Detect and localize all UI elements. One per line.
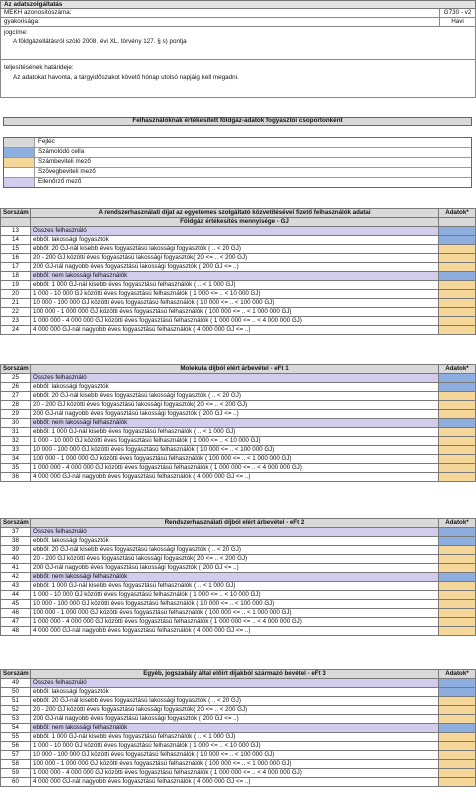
- computed-cell: [439, 679, 476, 688]
- col-num-header: Sorszám: [1, 519, 31, 528]
- row-label: 20 - 200 GJ közötti éves fogyasztású lakossági fogyasztók( 20 <= .. < 200 GJ): [31, 555, 439, 564]
- row-label: 200 GJ-nál nagyobb éves fogyasztású lakossági fogyasztók ( 200 GJ <= ..): [31, 263, 439, 272]
- row-number: 60: [1, 778, 31, 787]
- row-label: Összes felhasználó: [31, 679, 439, 688]
- table-row: [1, 455, 476, 464]
- row-label: ebből: 20 GJ-nál kisebb éves fogyasztású lakossági fogyasztók ( .. < 20 GJ): [31, 697, 439, 706]
- input-cell[interactable]: [439, 555, 476, 564]
- legend-item-text: [4, 168, 471, 178]
- row-label: 1 000 000 - 4 000 000 GJ közötti éves fogyasztású felhasználók ( 1 000 000 <= .. < 4 000 000 GJ): [31, 769, 439, 778]
- table-row: [1, 627, 476, 636]
- row-number: 17: [1, 263, 31, 272]
- section-title: Földgáz értékesítés mennyisége - GJ: [31, 218, 439, 227]
- computed-cell: [439, 528, 476, 537]
- table-row: [1, 528, 476, 537]
- input-cell[interactable]: [439, 473, 476, 482]
- row-label: Összes felhasználó: [31, 374, 439, 383]
- input-cell[interactable]: [439, 281, 476, 290]
- input-cell[interactable]: [439, 627, 476, 636]
- row-label: 200 GJ-nál nagyobb éves fogyasztású lakossági fogyasztók ( 200 GJ <= ..): [31, 715, 439, 724]
- row-number: 35: [1, 464, 31, 473]
- row-label: Összes felhasználó: [31, 227, 439, 236]
- legend-label-check: Ellenőrző mező: [38, 178, 82, 186]
- frequency-row: [0, 18, 476, 27]
- table-row: [1, 392, 476, 401]
- input-cell[interactable]: [439, 742, 476, 751]
- row-number: 50: [1, 688, 31, 697]
- table-row: [1, 446, 476, 455]
- data-section-2: [0, 518, 476, 636]
- row-label: 20 - 200 GJ közötti éves fogyasztású lakossági fogyasztók( 20 <= .. < 200 GJ): [31, 401, 439, 410]
- input-cell[interactable]: [439, 428, 476, 437]
- legend-item-numeric: [4, 158, 471, 168]
- table-row: [1, 317, 476, 326]
- computed-cell: [439, 383, 476, 392]
- table-row: [1, 706, 476, 715]
- row-label: 20 - 200 GJ közötti éves fogyasztású lakossági fogyasztók( 20 <= .. < 200 GJ): [31, 706, 439, 715]
- col-data-header: Adatok*: [439, 209, 476, 218]
- row-number: 36: [1, 473, 31, 482]
- input-cell[interactable]: [439, 582, 476, 591]
- table-row: [1, 383, 476, 392]
- row-label: ebből: 1 000 GJ-nál kisebb éves fogyasztású felhasználók ( .. < 1 000 GJ): [31, 281, 439, 290]
- row-number: 21: [1, 299, 31, 308]
- row-label: ebből: lakossági fogyasztók: [31, 537, 439, 546]
- input-cell[interactable]: [439, 437, 476, 446]
- row-number: 43: [1, 582, 31, 591]
- table-row: [1, 227, 476, 236]
- table-row: [1, 760, 476, 769]
- table-row: [1, 326, 476, 335]
- row-label: ebből: nem lakossági felhasználók: [31, 724, 439, 733]
- input-cell[interactable]: [439, 263, 476, 272]
- table-row: [1, 299, 476, 308]
- legend-swatch-computed: [4, 148, 35, 157]
- row-label: ebből: lakossági fogyasztók: [31, 383, 439, 392]
- input-cell[interactable]: [439, 410, 476, 419]
- table-row: [1, 290, 476, 299]
- legend-item-computed: [4, 148, 471, 158]
- row-number: 47: [1, 618, 31, 627]
- table-row: [1, 263, 476, 272]
- row-number: 26: [1, 383, 31, 392]
- section-header-row: [1, 365, 476, 374]
- deadline-box: [0, 60, 476, 98]
- table-row: [1, 537, 476, 546]
- table-row: [1, 374, 476, 383]
- section-main-title: Egyéb, jogszabály által előírt díjakból származó bevétel - eFt 3: [31, 670, 439, 679]
- row-label: ebből: lakossági fogyasztók: [31, 688, 439, 697]
- input-cell[interactable]: [439, 290, 476, 299]
- row-number: 29: [1, 410, 31, 419]
- row-number: 49: [1, 679, 31, 688]
- row-number: 18: [1, 272, 31, 281]
- input-cell[interactable]: [439, 760, 476, 769]
- input-cell[interactable]: [439, 591, 476, 600]
- table-row: [1, 769, 476, 778]
- input-cell[interactable]: [439, 715, 476, 724]
- row-label: 1 000 - 10 000 GJ közötti éves fogyasztású felhasználók ( 1 000 <= .. < 10 000 GJ): [31, 290, 439, 299]
- computed-cell: [439, 688, 476, 697]
- input-cell[interactable]: [439, 317, 476, 326]
- input-cell[interactable]: [439, 326, 476, 335]
- input-cell[interactable]: [439, 392, 476, 401]
- input-cell[interactable]: [439, 733, 476, 742]
- col-num-header: Sorszám: [1, 365, 31, 374]
- input-cell[interactable]: [439, 778, 476, 787]
- legend-label-text: Szövegbeviteli mező: [38, 168, 96, 176]
- row-number: 41: [1, 564, 31, 573]
- legend-item-check: [4, 178, 471, 187]
- table-row: [1, 245, 476, 254]
- row-label: ebből: 1 000 GJ-nál kisebb éves fogyasztású felhasználók ( .. < 1 000 GJ): [31, 582, 439, 591]
- section-header-row: [1, 209, 476, 218]
- section-table: [0, 208, 476, 335]
- section-main-title: Molekula díjból elért árbevétel - eFt 1: [31, 365, 439, 374]
- row-label: 1 000 000 - 4 000 000 GJ közötti éves fogyasztású felhasználók ( 1 000 000 <= .. < 4 000 000 GJ): [31, 464, 439, 473]
- frequency-value: Havi: [439, 18, 475, 26]
- legend-swatch-text: [4, 168, 35, 177]
- input-cell[interactable]: [439, 751, 476, 760]
- legend-item-header: [4, 138, 471, 148]
- row-number: 13: [1, 227, 31, 236]
- row-label: ebből: lakossági fogyasztók: [31, 236, 439, 245]
- row-label: 10 000 - 100 000 GJ közötti éves fogyasztású felhasználók ( 10 000 <= .. < 100 000 GJ): [31, 299, 439, 308]
- input-cell[interactable]: [439, 609, 476, 618]
- row-number: 31: [1, 428, 31, 437]
- input-cell[interactable]: [439, 706, 476, 715]
- row-number: 53: [1, 715, 31, 724]
- table-row: [1, 679, 476, 688]
- deadline-text: Az adatokat havonta, a tárgyidőszakot követő hónap utolsó napjáig kell megadni.: [13, 74, 239, 82]
- row-label: 4 000 000 GJ-nál nagyobb éves fogyasztású felhasználók ( 4 000 000 GJ <= ..): [31, 473, 439, 482]
- row-number: 51: [1, 697, 31, 706]
- table-row: [1, 600, 476, 609]
- section-table: [0, 669, 476, 787]
- col-data-header: Adatok*: [439, 670, 476, 679]
- computed-cell: [439, 724, 476, 733]
- row-number: 38: [1, 537, 31, 546]
- section-header-row: [1, 670, 476, 679]
- legal-basis-label: jogcíme:: [4, 29, 28, 36]
- computed-cell: [439, 537, 476, 546]
- col-data-header: Adatok*: [439, 365, 476, 374]
- row-number: 58: [1, 760, 31, 769]
- data-section-3: [0, 669, 476, 787]
- table-row: [1, 281, 476, 290]
- table-row: [1, 742, 476, 751]
- row-number: 48: [1, 627, 31, 636]
- section-subtitle-row: [1, 218, 476, 227]
- row-number: 23: [1, 317, 31, 326]
- row-label: ebből: 20 GJ-nál kisebb éves fogyasztású lakossági fogyasztók ( .. < 20 GJ): [31, 546, 439, 555]
- table-row: [1, 401, 476, 410]
- input-cell[interactable]: [439, 546, 476, 555]
- data-section-1: [0, 364, 476, 482]
- row-number: 24: [1, 326, 31, 335]
- row-label: 20 - 200 GJ közötti éves fogyasztású lakossági fogyasztók( 20 <= .. < 200 GJ): [31, 254, 439, 263]
- row-number: 46: [1, 609, 31, 618]
- row-number: 34: [1, 455, 31, 464]
- legend-label-computed: Számolódó cella: [38, 148, 85, 156]
- input-cell[interactable]: [439, 464, 476, 473]
- table-row: [1, 410, 476, 419]
- row-label: 100 000 - 1 000 000 GJ közötti éves fogyasztású felhasználók ( 100 000 <= .. < 1 000 000 GJ): [31, 455, 439, 464]
- legend-label-numeric: Számbeviteli mező: [38, 158, 91, 166]
- deadline-label: teljesítésének határideje:: [4, 64, 74, 71]
- input-cell[interactable]: [439, 254, 476, 263]
- legend-title: Felhasználóknak értékesített földgáz-adatok fogyasztói csoportonként: [3, 117, 472, 126]
- row-label: 10 000 - 100 000 GJ közötti éves fogyasztású felhasználók ( 10 000 <= .. < 100 000 GJ): [31, 600, 439, 609]
- row-label: 1 000 000 - 4 000 000 GJ közötti éves fogyasztású felhasználók ( 1 000 000 <= .. < 4 000 000 GJ): [31, 317, 439, 326]
- row-label: 100 000 - 1 000 000 GJ közötti éves fogyasztású felhasználók ( 100 000 <= .. < 1 000 000 GJ): [31, 760, 439, 769]
- legal-basis-box: [0, 27, 476, 60]
- table-row: [1, 236, 476, 245]
- row-label: 10 000 - 100 000 GJ közötti éves fogyasztású felhasználók ( 10 000 <= .. < 100 000 GJ): [31, 446, 439, 455]
- row-label: Összes felhasználó: [31, 528, 439, 537]
- table-row: [1, 555, 476, 564]
- row-label: 1 000 - 10 000 GJ közötti éves fogyasztású felhasználók ( 1 000 <= .. < 10 000 GJ): [31, 742, 439, 751]
- table-row: [1, 428, 476, 437]
- row-number: 19: [1, 281, 31, 290]
- row-number: 39: [1, 546, 31, 555]
- row-number: 42: [1, 573, 31, 582]
- table-row: [1, 618, 476, 627]
- table-row: [1, 564, 476, 573]
- table-row: [1, 751, 476, 760]
- row-number: 37: [1, 528, 31, 537]
- row-number: 40: [1, 555, 31, 564]
- computed-cell: [439, 419, 476, 428]
- computed-cell: [439, 272, 476, 281]
- table-row: [1, 582, 476, 591]
- table-row: [1, 546, 476, 555]
- row-number: 22: [1, 308, 31, 317]
- row-number: 44: [1, 591, 31, 600]
- input-cell[interactable]: [439, 308, 476, 317]
- frequency-label: gyakorisága:: [4, 17, 40, 25]
- row-number: 59: [1, 769, 31, 778]
- section-main-title: A rendszerhasználati díjat az egyetemes szolgáltató közvetítésével fizető felhasználók adatai: [31, 209, 439, 218]
- section-main-title: Rendszerhasználati díjból elért árbevétel - eFt 2: [31, 519, 439, 528]
- table-row: [1, 609, 476, 618]
- input-cell[interactable]: [439, 299, 476, 308]
- table-row: [1, 591, 476, 600]
- row-number: 25: [1, 374, 31, 383]
- table-row: [1, 715, 476, 724]
- table-row: [1, 308, 476, 317]
- input-cell[interactable]: [439, 618, 476, 627]
- row-number: 15: [1, 245, 31, 254]
- row-number: 16: [1, 254, 31, 263]
- table-row: [1, 778, 476, 787]
- col-num-header: Sorszám: [1, 209, 31, 218]
- row-label: 1 000 - 10 000 GJ közötti éves fogyasztású felhasználók ( 1 000 <= .. < 10 000 GJ): [31, 437, 439, 446]
- table-row: [1, 473, 476, 482]
- subtitle-num-cell: [1, 218, 31, 227]
- col-num-header: Sorszám: [1, 670, 31, 679]
- table-row: [1, 573, 476, 582]
- row-label: 4 000 000 GJ-nál nagyobb éves fogyasztású felhasználók ( 4 000 000 GJ <= ..): [31, 627, 439, 636]
- row-number: 57: [1, 751, 31, 760]
- table-row: [1, 697, 476, 706]
- row-number: 45: [1, 600, 31, 609]
- row-label: ebből: 20 GJ-nál kisebb éves fogyasztású lakossági fogyasztók ( .. < 20 GJ): [31, 245, 439, 254]
- input-cell[interactable]: [439, 769, 476, 778]
- input-cell[interactable]: [439, 401, 476, 410]
- row-label: 200 GJ-nál nagyobb éves fogyasztású lakossági fogyasztók ( 200 GJ <= ..): [31, 410, 439, 419]
- mekh-id-value: G730 - v2: [439, 9, 475, 17]
- legend-swatch-numeric: [4, 158, 35, 167]
- row-label: 100 000 - 1 000 000 GJ közötti éves fogyasztású felhasználók ( 100 000 <= .. < 1 000 000 GJ): [31, 308, 439, 317]
- row-number: 54: [1, 724, 31, 733]
- row-label: 100 000 - 1 000 000 GJ közötti éves fogyasztású felhasználók ( 100 000 <= .. < 1 000 000 GJ): [31, 609, 439, 618]
- col-data-header: Adatok*: [439, 519, 476, 528]
- info-title: Az adatszolgáltatás: [0, 0, 476, 9]
- table-row: [1, 272, 476, 281]
- section-table: [0, 518, 476, 636]
- row-number: 30: [1, 419, 31, 428]
- computed-cell: [439, 374, 476, 383]
- subtitle-data-cell: [439, 218, 476, 227]
- row-number: 14: [1, 236, 31, 245]
- row-label: ebből: nem lakossági felhasználók: [31, 272, 439, 281]
- table-row: [1, 419, 476, 428]
- input-cell[interactable]: [439, 455, 476, 464]
- computed-cell: [439, 236, 476, 245]
- row-number: 20: [1, 290, 31, 299]
- legend-swatch-check: [4, 178, 35, 187]
- table-row: [1, 437, 476, 446]
- row-label: ebből: nem lakossági felhasználók: [31, 419, 439, 428]
- table-row: [1, 688, 476, 697]
- input-cell[interactable]: [439, 697, 476, 706]
- mekh-id-label: MEKH azonosítószáma:: [4, 8, 72, 16]
- row-number: 33: [1, 446, 31, 455]
- row-label: 200 GJ-nál nagyobb éves fogyasztású lakossági fogyasztók ( 200 GJ <= ..): [31, 564, 439, 573]
- section-header-row: [1, 519, 476, 528]
- table-row: [1, 464, 476, 473]
- section-table: [0, 364, 476, 482]
- row-number: 52: [1, 706, 31, 715]
- row-label: ebből: 1 000 GJ-nál kisebb éves fogyasztású felhasználók ( .. < 1 000 GJ): [31, 733, 439, 742]
- input-cell[interactable]: [439, 446, 476, 455]
- table-row: [1, 724, 476, 733]
- row-number: 28: [1, 401, 31, 410]
- legal-basis-text: A földgázellátásról szóló 2008. évi XL. törvény 127. § s) pontja: [13, 38, 187, 46]
- row-number: 27: [1, 392, 31, 401]
- row-label: 4 000 000 GJ-nál nagyobb éves fogyasztású felhasználók ( 4 000 000 GJ <= ..): [31, 778, 439, 787]
- table-row: [1, 733, 476, 742]
- legend-swatch-header: [4, 138, 35, 147]
- row-label: ebből: 1 000 GJ-nál kisebb éves fogyasztású felhasználók ( .. < 1 000 GJ): [31, 428, 439, 437]
- row-number: 56: [1, 742, 31, 751]
- input-cell[interactable]: [439, 564, 476, 573]
- row-number: 32: [1, 437, 31, 446]
- computed-cell: [439, 573, 476, 582]
- mekh-id-row: [0, 9, 476, 18]
- data-section-0: [0, 208, 476, 335]
- row-label: 4 000 000 GJ-nál nagyobb éves fogyasztású felhasználók ( 4 000 000 GJ <= ..): [31, 326, 439, 335]
- row-label: 10 000 - 100 000 GJ közötti éves fogyasztású felhasználók ( 10 000 <= .. < 100 000 GJ): [31, 751, 439, 760]
- row-label: ebből: 20 GJ-nál kisebb éves fogyasztású lakossági fogyasztók ( .. < 20 GJ): [31, 392, 439, 401]
- row-label: 1 000 - 10 000 GJ közötti éves fogyasztású felhasználók ( 1 000 <= .. < 10 000 GJ): [31, 591, 439, 600]
- row-label: 1 000 000 - 4 000 000 GJ közötti éves fogyasztású felhasználók ( 1 000 000 <= .. < 4 000 000 GJ): [31, 618, 439, 627]
- legend-label-header: Fejléc: [38, 138, 55, 146]
- legend: [3, 137, 472, 188]
- computed-cell: [439, 227, 476, 236]
- input-cell[interactable]: [439, 245, 476, 254]
- table-row: [1, 254, 476, 263]
- input-cell[interactable]: [439, 600, 476, 609]
- row-label: ebből: nem lakossági felhasználók: [31, 573, 439, 582]
- row-number: 55: [1, 733, 31, 742]
